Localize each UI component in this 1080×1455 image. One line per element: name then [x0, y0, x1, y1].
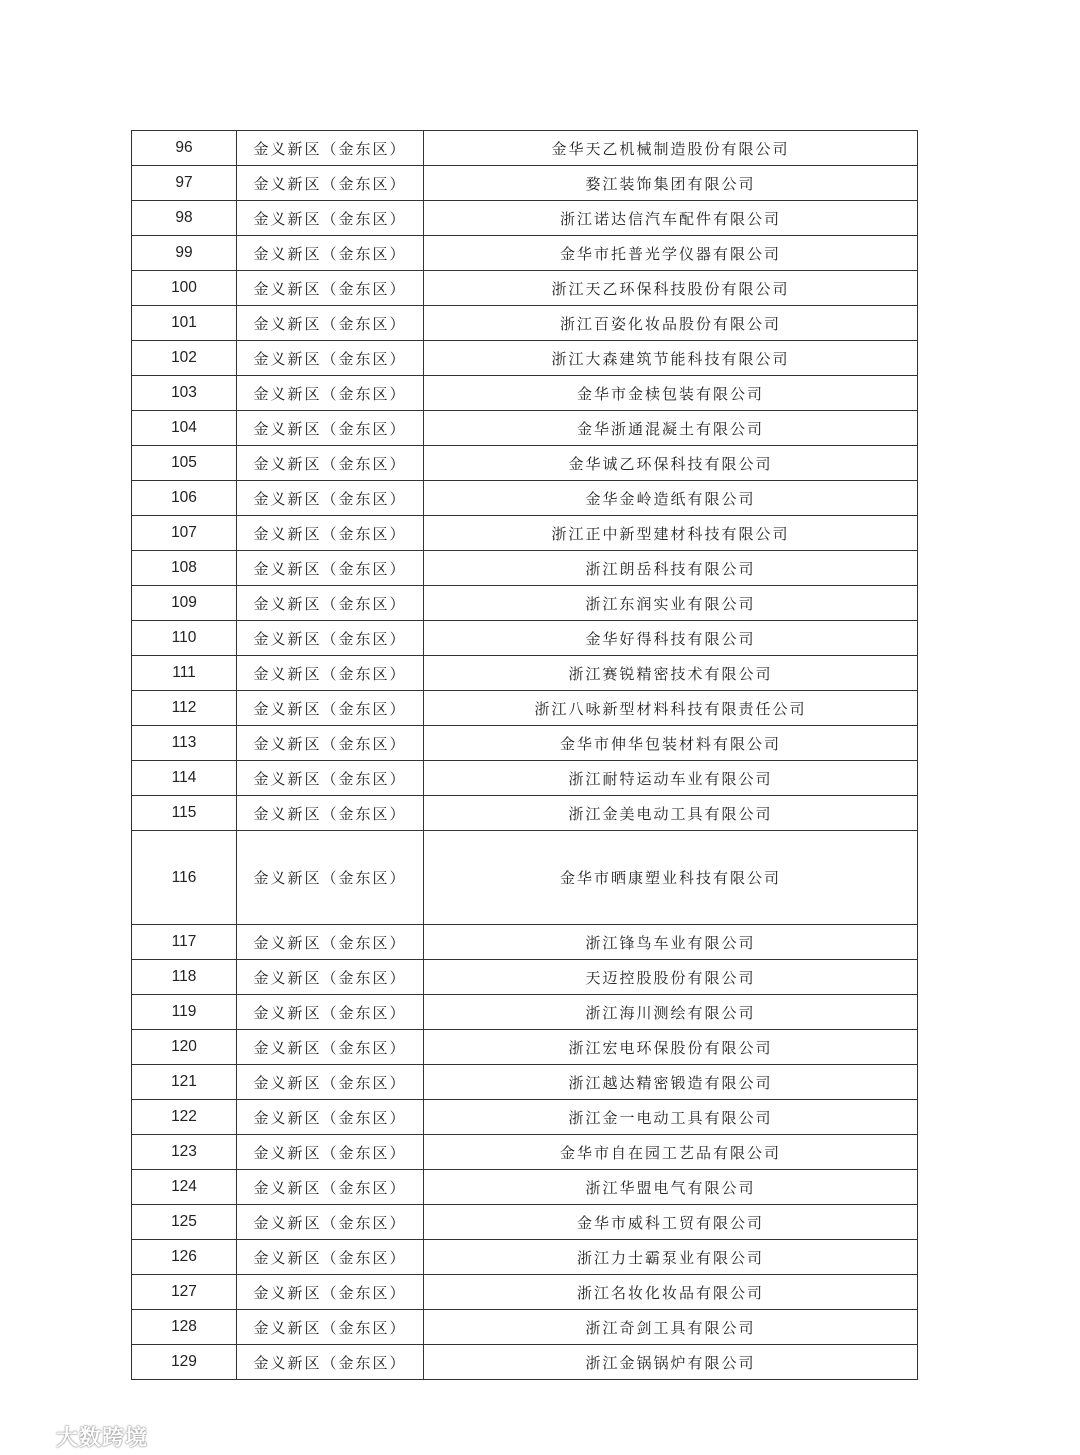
company-name-cell: 浙江天乙环保科技股份有限公司 [424, 271, 918, 306]
table-row [132, 960, 918, 995]
serial-number-cell: 98 [132, 201, 237, 236]
district-cell: 金义新区（金东区） [237, 726, 424, 761]
company-name-cell: 浙江东润实业有限公司 [424, 586, 918, 621]
table-row [132, 995, 918, 1030]
company-name-cell: 金华市自在园工艺品有限公司 [424, 1135, 918, 1170]
company-name-cell: 浙江朗岳科技有限公司 [424, 551, 918, 586]
brand-logo-icon [8, 1424, 50, 1448]
table-row [132, 831, 918, 925]
serial-number-cell: 104 [132, 411, 237, 446]
table-row [132, 236, 918, 271]
serial-number-cell: 100 [132, 271, 237, 306]
table-row [132, 1205, 918, 1240]
table-row [132, 586, 918, 621]
company-name-cell: 浙江名妆化妆品有限公司 [424, 1275, 918, 1310]
district-cell: 金义新区（金东区） [237, 656, 424, 691]
company-name-cell: 金华浙通混凝土有限公司 [424, 411, 918, 446]
serial-number-cell: 128 [132, 1310, 237, 1345]
table-row [132, 411, 918, 446]
table-row [132, 761, 918, 796]
serial-number-cell: 114 [132, 761, 237, 796]
table-row [132, 1100, 918, 1135]
table-row [132, 131, 918, 166]
district-cell: 金义新区（金东区） [237, 925, 424, 960]
table-row [132, 691, 918, 726]
serial-number-cell: 111 [132, 656, 237, 691]
company-name-cell: 浙江正中新型建材科技有限公司 [424, 516, 918, 551]
serial-number-cell: 102 [132, 341, 237, 376]
table-row [132, 446, 918, 481]
serial-number-cell: 103 [132, 376, 237, 411]
table-row [132, 271, 918, 306]
company-name-cell: 浙江金一电动工具有限公司 [424, 1100, 918, 1135]
serial-number-cell: 109 [132, 586, 237, 621]
table-body [132, 131, 918, 1380]
district-cell: 金义新区（金东区） [237, 131, 424, 166]
document-page [131, 130, 917, 1380]
table-row [132, 925, 918, 960]
district-cell: 金义新区（金东区） [237, 551, 424, 586]
serial-number-cell: 121 [132, 1065, 237, 1100]
district-cell: 金义新区（金东区） [237, 1275, 424, 1310]
company-name-cell: 金华市伸华包装材料有限公司 [424, 726, 918, 761]
district-cell: 金义新区（金东区） [237, 481, 424, 516]
serial-number-cell: 96 [132, 131, 237, 166]
district-cell: 金义新区（金东区） [237, 1310, 424, 1345]
district-cell: 金义新区（金东区） [237, 995, 424, 1030]
serial-number-cell: 117 [132, 925, 237, 960]
serial-number-cell: 119 [132, 995, 237, 1030]
company-name-cell: 浙江越达精密锻造有限公司 [424, 1065, 918, 1100]
district-cell: 金义新区（金东区） [237, 341, 424, 376]
table-row [132, 201, 918, 236]
company-name-cell: 金华市威科工贸有限公司 [424, 1205, 918, 1240]
district-cell: 金义新区（金东区） [237, 586, 424, 621]
district-cell: 金义新区（金东区） [237, 796, 424, 831]
table-row [132, 341, 918, 376]
table-row [132, 726, 918, 761]
company-name-cell: 金华好得科技有限公司 [424, 621, 918, 656]
serial-number-cell: 107 [132, 516, 237, 551]
district-cell: 金义新区（金东区） [237, 201, 424, 236]
district-cell: 金义新区（金东区） [237, 236, 424, 271]
company-name-cell: 浙江力士霸泵业有限公司 [424, 1240, 918, 1275]
company-name-cell: 浙江耐特运动车业有限公司 [424, 761, 918, 796]
serial-number-cell: 123 [132, 1135, 237, 1170]
company-name-cell: 浙江华盟电气有限公司 [424, 1170, 918, 1205]
district-cell: 金义新区（金东区） [237, 691, 424, 726]
table-row [132, 1135, 918, 1170]
company-name-cell: 浙江奇剑工具有限公司 [424, 1310, 918, 1345]
company-name-cell: 金华市托普光学仪器有限公司 [424, 236, 918, 271]
company-name-cell: 浙江金锅锅炉有限公司 [424, 1345, 918, 1380]
serial-number-cell: 127 [132, 1275, 237, 1310]
serial-number-cell: 108 [132, 551, 237, 586]
table-row [132, 306, 918, 341]
district-cell: 金义新区（金东区） [237, 1240, 424, 1275]
table-row [132, 1240, 918, 1275]
table-row [132, 1030, 918, 1065]
serial-number-cell: 124 [132, 1170, 237, 1205]
serial-number-cell: 97 [132, 166, 237, 201]
company-name-cell: 金华诚乙环保科技有限公司 [424, 446, 918, 481]
table-row [132, 551, 918, 586]
serial-number-cell: 118 [132, 960, 237, 995]
district-cell: 金义新区（金东区） [237, 446, 424, 481]
company-name-cell: 浙江大森建筑节能科技有限公司 [424, 341, 918, 376]
company-name-cell: 浙江百姿化妆品股份有限公司 [424, 306, 918, 341]
table-row [132, 796, 918, 831]
company-list-table [131, 130, 918, 1380]
company-name-cell: 浙江海川测绘有限公司 [424, 995, 918, 1030]
company-name-cell: 天迈控股股份有限公司 [424, 960, 918, 995]
district-cell: 金义新区（金东区） [237, 1205, 424, 1240]
watermark-text: 大数跨境 [56, 1425, 149, 1451]
company-name-cell: 浙江赛锐精密技术有限公司 [424, 656, 918, 691]
district-cell: 金义新区（金东区） [237, 271, 424, 306]
district-cell: 金义新区（金东区） [237, 1135, 424, 1170]
table-row [132, 656, 918, 691]
serial-number-cell: 106 [132, 481, 237, 516]
serial-number-cell: 129 [132, 1345, 237, 1380]
serial-number-cell: 115 [132, 796, 237, 831]
district-cell: 金义新区（金东区） [237, 1030, 424, 1065]
district-cell: 金义新区（金东区） [237, 411, 424, 446]
table-row [132, 481, 918, 516]
district-cell: 金义新区（金东区） [237, 166, 424, 201]
company-name-cell: 浙江宏电环保股份有限公司 [424, 1030, 918, 1065]
district-cell: 金义新区（金东区） [237, 1170, 424, 1205]
district-cell: 金义新区（金东区） [237, 376, 424, 411]
company-name-cell: 金华天乙机械制造股份有限公司 [424, 131, 918, 166]
table-row [132, 1065, 918, 1100]
table-row [132, 376, 918, 411]
district-cell: 金义新区（金东区） [237, 831, 424, 925]
serial-number-cell: 105 [132, 446, 237, 481]
district-cell: 金义新区（金东区） [237, 1100, 424, 1135]
table-row [132, 1310, 918, 1345]
serial-number-cell: 120 [132, 1030, 237, 1065]
district-cell: 金义新区（金东区） [237, 516, 424, 551]
serial-number-cell: 112 [132, 691, 237, 726]
serial-number-cell: 116 [132, 831, 237, 925]
serial-number-cell: 125 [132, 1205, 237, 1240]
serial-number-cell: 113 [132, 726, 237, 761]
serial-number-cell: 122 [132, 1100, 237, 1135]
district-cell: 金义新区（金东区） [237, 1065, 424, 1100]
table-row [132, 621, 918, 656]
company-name-cell: 浙江诺达信汽车配件有限公司 [424, 201, 918, 236]
company-name-cell: 浙江锋鸟车业有限公司 [424, 925, 918, 960]
company-name-cell: 金华金岭造纸有限公司 [424, 481, 918, 516]
table-row [132, 516, 918, 551]
table-row [132, 166, 918, 201]
district-cell: 金义新区（金东区） [237, 761, 424, 796]
company-name-cell: 浙江金美电动工具有限公司 [424, 796, 918, 831]
company-name-cell: 金华市晒康塑业科技有限公司 [424, 831, 918, 925]
company-name-cell: 婺江装饰集团有限公司 [424, 166, 918, 201]
company-name-cell: 浙江八咏新型材料科技有限责任公司 [424, 691, 918, 726]
serial-number-cell: 110 [132, 621, 237, 656]
table-row [132, 1170, 918, 1205]
watermark [8, 1420, 148, 1452]
serial-number-cell: 99 [132, 236, 237, 271]
district-cell: 金义新区（金东区） [237, 960, 424, 995]
district-cell: 金义新区（金东区） [237, 1345, 424, 1380]
district-cell: 金义新区（金东区） [237, 621, 424, 656]
table-row [132, 1275, 918, 1310]
table-row [132, 1345, 918, 1380]
serial-number-cell: 126 [132, 1240, 237, 1275]
serial-number-cell: 101 [132, 306, 237, 341]
company-name-cell: 金华市金椟包装有限公司 [424, 376, 918, 411]
district-cell: 金义新区（金东区） [237, 306, 424, 341]
